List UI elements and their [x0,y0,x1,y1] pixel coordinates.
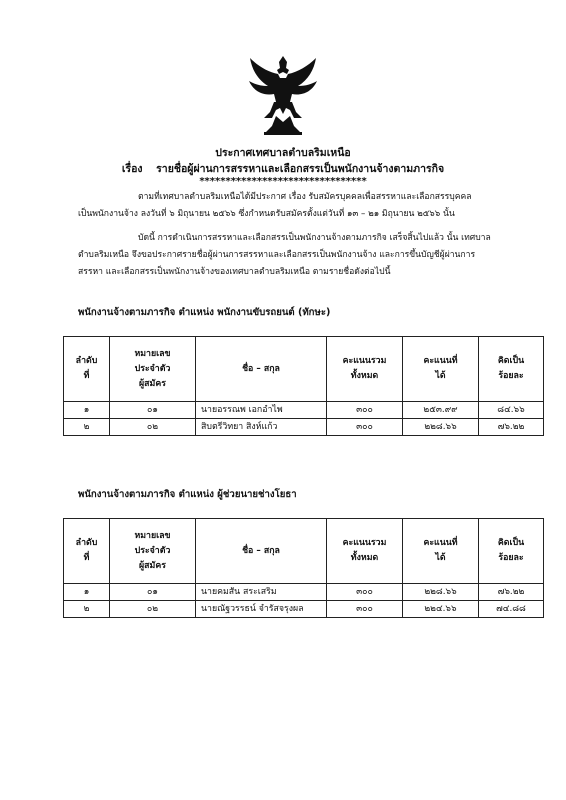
section-title-civil-tech: พนักงานจ้างตามภารกิจ ตำแหน่ง ผู้ช่วยนายช่างโยธา [78,489,297,500]
cell-applicant-no: ๐๒ [110,601,196,618]
col-header-percent: คิดเป็น ร้อยละ [479,337,544,402]
cell-score: ๒๒๘.๖๖ [403,584,479,601]
table-row [64,584,544,601]
col-header-score: คะแนนที่ ได้ [403,519,479,584]
col-header-percent: คิดเป็น ร้อยละ [479,519,544,584]
document-title: ประกาศเทศบาลตำบลริมเหนือ [215,147,351,159]
intro-paragraph [78,189,498,223]
subject-line [0,160,566,177]
cell-no: ๒ [64,419,110,436]
paragraph-line: เป็นพนักงานจ้าง ลงวันที่ ๖ มิถุนายน ๒๕๖๖ ซึ่งกำหนดรับสมัครตั้งแต่วันที่ ๑๓ – ๒๑ มิถุนายน ๒๕๖๖ นั้น [78,209,455,219]
cell-total-score: ๓๐๐ [327,402,403,419]
cell-name: นายอรรณพ เอกอำไพ [196,402,327,419]
results-table-driver [63,336,544,436]
cell-percent: ๘๔.๖๖ [479,402,544,419]
cell-name: นายคมสัน สระเสริม [196,584,327,601]
cell-score: ๒๒๘.๖๖ [403,419,479,436]
cell-total-score: ๓๐๐ [327,601,403,618]
col-header-name: ชื่อ – สกุล [196,519,327,584]
results-table-civil-tech [63,518,544,618]
section-title-driver: พนักงานจ้างตามภารกิจ ตำแหน่ง พนักงานขับรถยนต์ (ทักษะ) [78,307,331,318]
stars-divider: ******************************** [199,176,367,187]
table-row [64,601,544,618]
col-header-applicant-no: หมายเลข ประจำตัว ผู้สมัคร [110,519,196,584]
col-header-no: ลำดับ ที่ [64,519,110,584]
col-header-no: ลำดับ ที่ [64,337,110,402]
col-header-total-score: คะแนนรวม ทั้งหมด [327,519,403,584]
col-header-applicant-no: หมายเลข ประจำตัว ผู้สมัคร [110,337,196,402]
garuda-emblem [246,52,320,138]
subject-text: รายชื่อผู้ผ่านการสรรหาและเลือกสรรเป็นพนักงานจ้างตามภารกิจ [156,163,445,175]
cell-percent: ๗๖.๒๒ [479,419,544,436]
table-row [64,419,544,436]
paragraph-line: บัดนี้ การดำเนินการสรรหาและเลือกสรรเป็นพนักงานจ้างตามภารกิจ เสร็จสิ้นไปแล้ว นั้น เทศบาล [138,233,491,243]
announcement-paragraph [78,230,498,281]
cell-percent: ๗๔.๘๘ [479,601,544,618]
paragraph-line: ตามที่เทศบาลตำบลริมเหนือได้มีประกาศ เรื่อง รับสมัครบุคคลเพื่อสรรหาและเลือกสรรบุคคล [138,192,472,202]
table-header-row [64,337,544,402]
cell-applicant-no: ๐๑ [110,584,196,601]
cell-no: ๑ [64,402,110,419]
paragraph-line: ตำบลริมเหนือ จึงขอประกาศรายชื่อผู้ผ่านการสรรหาและเลือกสรรเป็นพนักงานจ้าง และการขึ้นบัญชีผู้ผ่านการ [78,250,476,260]
subject-label: เรื่อง [121,163,143,175]
cell-score: ๒๕๓.๙๙ [403,402,479,419]
cell-total-score: ๓๐๐ [327,419,403,436]
cell-no: ๒ [64,601,110,618]
col-header-score: คะแนนที่ ได้ [403,337,479,402]
cell-applicant-no: ๐๑ [110,402,196,419]
cell-name: สิบตรีวิทยา สิงห์แก้ว [196,419,327,436]
col-header-name: ชื่อ – สกุล [196,337,327,402]
table-row [64,402,544,419]
cell-score: ๒๒๔.๖๖ [403,601,479,618]
cell-total-score: ๓๐๐ [327,584,403,601]
paragraph-line: สรรหา และเลือกสรรเป็นพนักงานจ้างของเทศบาลตำบลริมเหนือ ตามรายชื่อดังต่อไปนี้ [78,267,391,277]
cell-no: ๑ [64,584,110,601]
cell-applicant-no: ๐๒ [110,419,196,436]
cell-name: นายณัฐวรรธน์ จำรัสจรุงผล [196,601,327,618]
col-header-total-score: คะแนนรวม ทั้งหมด [327,337,403,402]
cell-percent: ๗๖.๒๒ [479,584,544,601]
table-header-row [64,519,544,584]
